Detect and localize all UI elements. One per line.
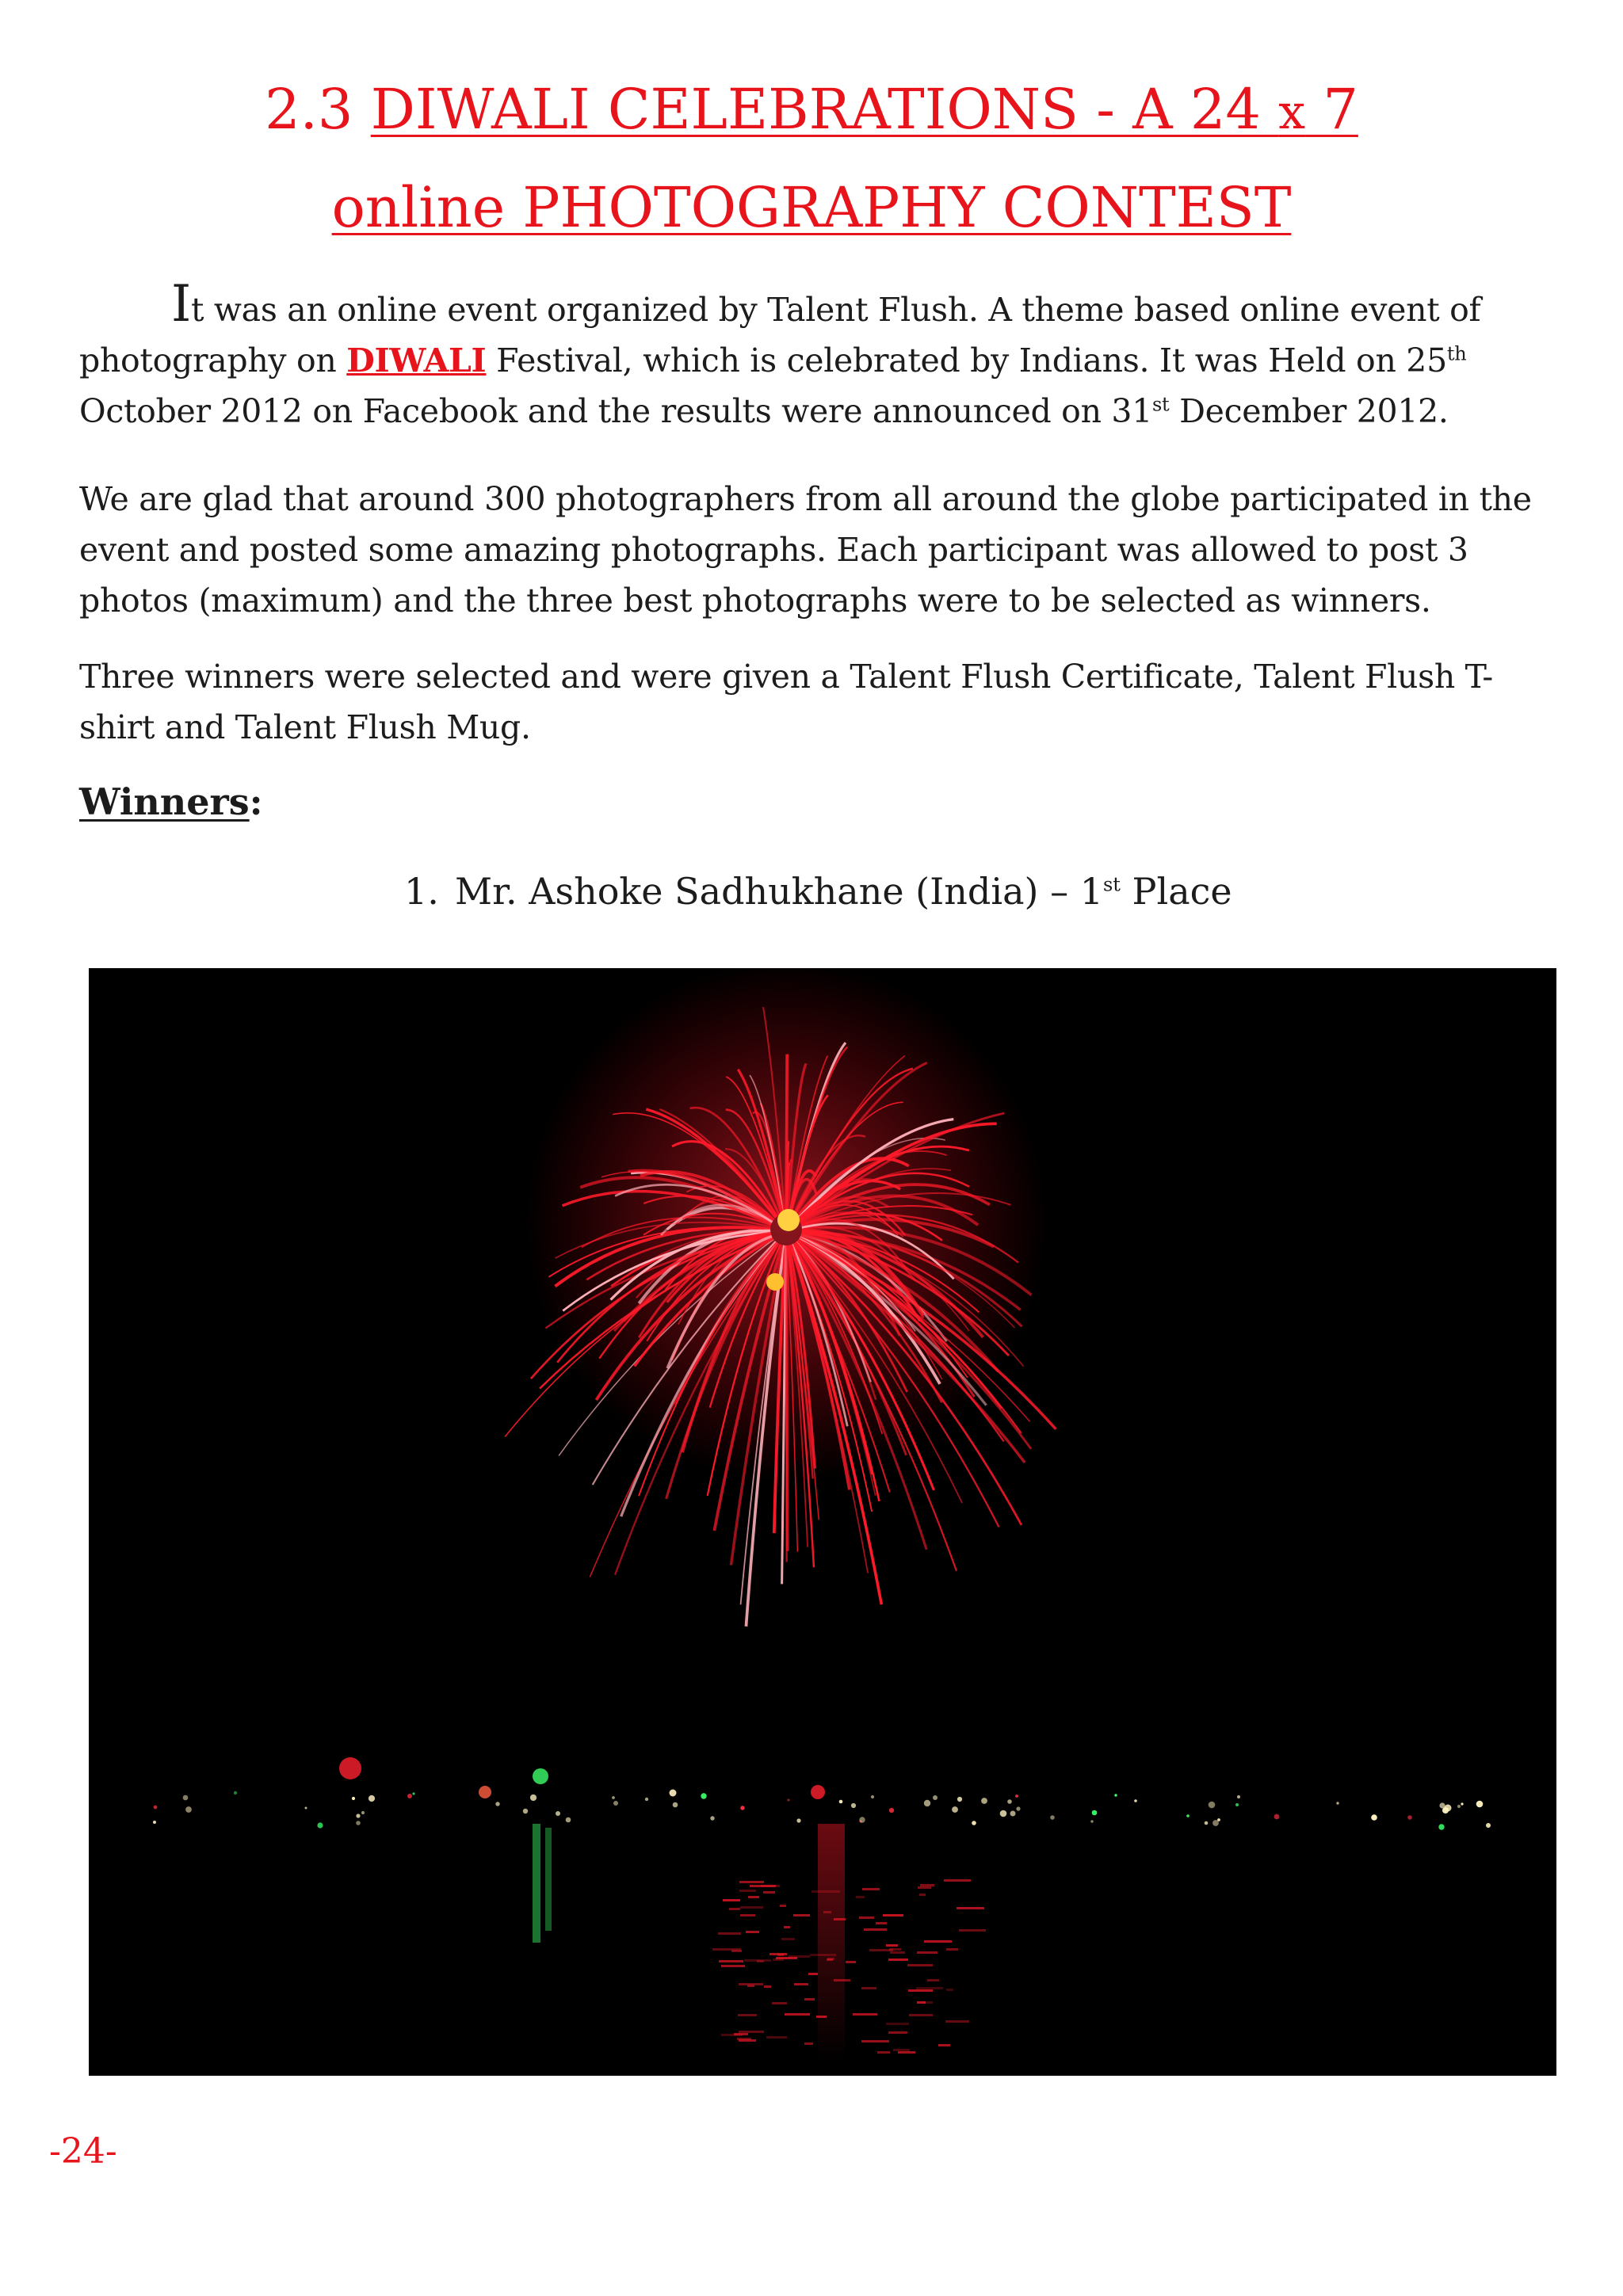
- shore-light: [796, 1818, 800, 1822]
- reflection-ripple: [748, 1896, 759, 1898]
- reflection-ripple: [729, 1908, 740, 1910]
- reflection-ripple: [959, 1929, 986, 1932]
- reflection-ripple: [909, 2014, 933, 2016]
- reflection-ripple: [746, 1931, 759, 1933]
- reflection-ripple: [918, 1886, 931, 1889]
- shore-light: [1476, 1801, 1484, 1808]
- reflection-ripple: [772, 2002, 787, 2004]
- reflection-ripple: [737, 2038, 751, 2040]
- reflection-ripple: [777, 1954, 784, 1956]
- reflection-ripple: [719, 1960, 743, 1962]
- reflection-ripple: [890, 1951, 905, 1954]
- shore-light: [645, 1798, 648, 1801]
- reflection-ripple: [877, 2051, 890, 2054]
- shore-light: [1205, 1821, 1209, 1825]
- shore-light: [673, 1802, 678, 1808]
- title-line2: online PHOTOGRAPHY CONTEST: [331, 175, 1292, 240]
- shore-light: [1134, 1799, 1137, 1802]
- shore-light: [1114, 1794, 1117, 1796]
- firework-streak: [786, 1245, 788, 1551]
- reflection-ripple: [789, 1955, 810, 1958]
- shore-light: [317, 1822, 323, 1828]
- reflection-ripple: [740, 1914, 755, 1917]
- shore-light: [740, 1806, 744, 1810]
- page-number: -24-: [49, 2131, 117, 2172]
- shore-light: [972, 1821, 976, 1825]
- reflection-ripple: [812, 1890, 840, 1893]
- shore-light: [523, 1809, 528, 1814]
- shore-light: [933, 1795, 938, 1800]
- shore-light: [412, 1792, 414, 1794]
- reflection-ripple: [846, 1961, 856, 1963]
- reflection-ripple: [766, 2036, 787, 2039]
- reflection-ripple: [757, 1960, 764, 1962]
- reflection-ripple: [804, 1998, 815, 2000]
- reflection-ripple: [923, 2001, 933, 2004]
- shore-glow: [339, 1757, 361, 1779]
- reflection-ripple: [861, 1987, 876, 1989]
- shore-light: [924, 1800, 930, 1806]
- reflection-ripple: [908, 1989, 933, 1992]
- section-number: 2.3: [265, 77, 353, 142]
- shore-light: [1007, 1799, 1012, 1804]
- shore-light: [1050, 1815, 1055, 1820]
- shore-light: [183, 1795, 189, 1801]
- shore-light: [153, 1821, 156, 1824]
- participation-paragraph: We are glad that around 300 photographers from all around the globe participated in the event and posted some amazing photographs. Each participant was allowed to post 3 photos (maximum) and the three best photographs were to be selected as winners.: [79, 480, 1532, 620]
- shore-light: [851, 1803, 856, 1808]
- reflection-ripple: [750, 1885, 776, 1887]
- shore-light: [407, 1794, 412, 1798]
- shore-light: [234, 1791, 237, 1794]
- prizes-paragraph: Three winners were selected and were given a Talent Flush Certificate, Talent Flush T-shirt and Talent Flush Mug.: [79, 658, 1493, 746]
- shore-light: [613, 1801, 618, 1806]
- winning-photo-firework: [89, 968, 1556, 2076]
- reflection-ripple: [780, 1905, 786, 1907]
- reflection-ripple: [861, 2040, 889, 2042]
- reflection-ripple: [927, 1979, 939, 1981]
- shore-light: [185, 1806, 192, 1813]
- reflection-ripple: [898, 2051, 915, 2054]
- reflection-ripple: [721, 2034, 743, 2036]
- reflection-ripple: [883, 1914, 903, 1917]
- burst-core: [777, 1209, 800, 1231]
- reflection-ripple: [886, 1944, 898, 1947]
- reflection-ripple: [794, 1983, 808, 1985]
- shore-light: [530, 1794, 537, 1801]
- reflection-ripple: [763, 1891, 775, 1894]
- shore-light: [356, 1821, 361, 1825]
- reflection-ripple: [793, 1914, 810, 1917]
- reflection-ripple: [920, 1884, 934, 1886]
- diwali-link[interactable]: DIWALI: [346, 341, 487, 379]
- reflection-ripple: [834, 1918, 846, 1920]
- reflection-ripple: [938, 2044, 950, 2046]
- reflection-ripple: [739, 1890, 756, 1892]
- reflection-ripple: [731, 1950, 742, 1952]
- drop-cap: I: [171, 275, 191, 334]
- reflection-ripple: [945, 2020, 969, 2023]
- reflection-ripple: [907, 1964, 933, 1966]
- shore-light: [369, 1795, 375, 1802]
- reflection-ripple: [721, 1965, 745, 1967]
- reflection-ripple: [944, 1879, 971, 1882]
- shore-light: [670, 1790, 677, 1797]
- reflection-ripple: [781, 1938, 795, 1940]
- shore-light: [839, 1800, 843, 1804]
- page-title: [0, 62, 1623, 255]
- intro-paragraph: It was an online event organized by Talent Flush. A theme based online event of photography on DIWALI Festival, which is celebrated by Indians. It was Held on 25th October 2012 on Facebook and the results were announced on 31st December 2012.: [79, 275, 1481, 430]
- shore-light: [1235, 1803, 1239, 1806]
- winner-item-1: 1. Mr. Ashoke Sadhukhane (India) – 1st Place: [404, 870, 1232, 913]
- reflection-ripple: [804, 2042, 813, 2045]
- shore-light: [1092, 1810, 1098, 1816]
- reflection-ripple: [810, 1954, 836, 1956]
- reflection-ripple: [862, 1888, 880, 1890]
- shore-light: [981, 1798, 987, 1804]
- shore-light: [495, 1802, 499, 1806]
- reflection-ripple: [888, 1958, 908, 1961]
- shore-light: [1371, 1814, 1377, 1821]
- shore-light: [612, 1796, 615, 1799]
- shore-light: [957, 1797, 962, 1802]
- reflection-ripple: [864, 1928, 887, 1931]
- shore-light: [1486, 1823, 1491, 1828]
- reflection-ripple: [957, 1907, 984, 1909]
- title-line1: DIWALI CELEBRATIONS - A 24 x 7: [370, 77, 1358, 142]
- shore-light: [1407, 1815, 1412, 1820]
- shore-light: [1461, 1802, 1463, 1805]
- shore-light: [1209, 1802, 1216, 1809]
- shore-glow: [811, 1785, 825, 1799]
- reflection-ripple: [739, 2031, 764, 2033]
- reflection-ripple: [834, 1979, 850, 1981]
- shore-light: [1016, 1806, 1020, 1810]
- reflection-ripple: [808, 1973, 818, 1975]
- reflection-ripple: [764, 1985, 771, 1988]
- shore-light: [871, 1795, 874, 1798]
- shore-glow: [533, 1768, 548, 1784]
- shore-glow: [479, 1786, 491, 1798]
- reflection-ripple: [785, 2013, 810, 2016]
- reflection-ripple: [919, 1894, 926, 1896]
- reflection-ripple: [739, 1881, 764, 1883]
- shore-light: [352, 1797, 355, 1800]
- reflection-ripple: [827, 1958, 833, 1961]
- shore-light: [859, 1817, 865, 1822]
- reflection-ripple: [723, 1899, 740, 1901]
- reflection-ripple: [718, 1932, 741, 1935]
- shore-light: [710, 1816, 714, 1820]
- firework-image: [89, 968, 1556, 2076]
- reflection-ripple: [946, 1989, 953, 1991]
- shore-light: [154, 1806, 158, 1810]
- shore-light: [1457, 1805, 1461, 1808]
- reflection-ripple: [876, 1922, 887, 1924]
- shore-light: [1186, 1814, 1190, 1817]
- shore-light: [1438, 1824, 1444, 1829]
- burst-core-2: [766, 1273, 784, 1291]
- reflection-ripple: [924, 1940, 952, 1943]
- reflection-ripple: [738, 2014, 757, 2016]
- reflection-ripple: [784, 1926, 790, 1928]
- reflection-ripple: [946, 1948, 958, 1951]
- reflection-ripple: [856, 1896, 865, 1898]
- shore-light: [305, 1807, 307, 1810]
- reflection-ripple: [917, 1951, 938, 1954]
- reflection-ripple: [893, 2049, 910, 2051]
- reflection-ripple: [889, 1948, 901, 1951]
- shore-light: [1442, 1807, 1449, 1814]
- shore-light: [788, 1799, 790, 1802]
- shore-light: [1274, 1814, 1280, 1820]
- shore-light: [566, 1817, 571, 1823]
- reflection-ripple: [886, 2023, 909, 2025]
- shore-light: [356, 1814, 360, 1817]
- winners-heading: Winners:: [79, 780, 263, 823]
- shore-light: [1090, 1820, 1094, 1823]
- shore-light: [952, 1806, 958, 1813]
- shore-light: [889, 1808, 894, 1813]
- shore-light: [1336, 1802, 1338, 1804]
- reflection-ripple: [888, 2031, 907, 2034]
- reflection-ripple: [853, 2013, 877, 2016]
- shore-light: [1217, 1818, 1220, 1821]
- shore-light: [361, 1811, 365, 1814]
- reflection-ripple: [739, 1983, 763, 1985]
- reflection-ripple: [823, 1911, 831, 1913]
- reflection-ripple: [740, 1906, 763, 1909]
- shore-light: [701, 1793, 706, 1798]
- reflection-ripple: [916, 1987, 943, 1989]
- shore-light: [1010, 1811, 1016, 1817]
- shore-light: [1237, 1795, 1240, 1798]
- reflection-ripple: [816, 2016, 827, 2018]
- shore-light: [1015, 1794, 1018, 1798]
- reflection-ripple: [859, 1917, 874, 1919]
- shore-light: [556, 1811, 560, 1816]
- shore-light: [1000, 1810, 1007, 1817]
